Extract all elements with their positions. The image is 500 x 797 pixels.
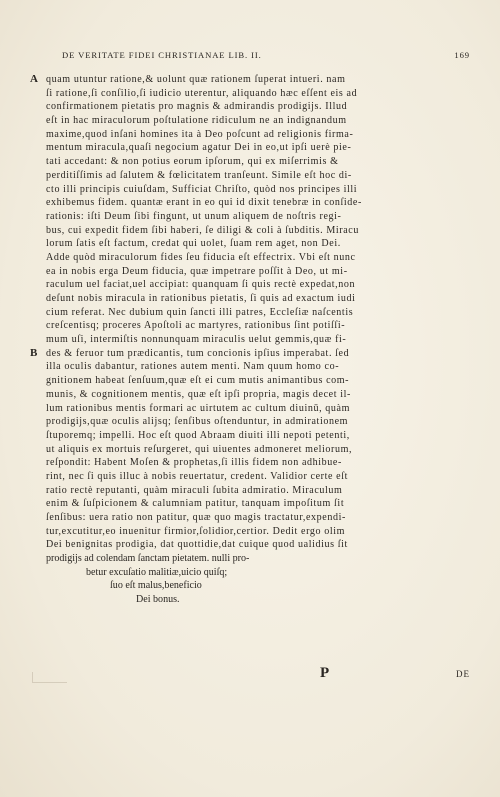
text-line-2: ſi ratione,ſi conſilio,ſi iudicio uterentur, aliquando hæc eſſent eis ad [46, 87, 358, 99]
text-line [46, 100, 470, 114]
text-line-35: Dei benignitas prodigia, dat quottidie,dat cuique quod ualidius ſit [46, 539, 348, 551]
text-line-32: enim & ſuſpicionem & calumniam patitur, tanquam impoſitum ſit [46, 498, 345, 510]
text-line [46, 388, 470, 402]
text-line [46, 128, 470, 142]
text-line-21: des & feruor tum prædicantis, tum concionis ipſius imperabat. ſed [46, 347, 350, 359]
text-line [30, 73, 470, 87]
text-line-11: rationis: iſti Deum ſibi fingunt, ut unum aliquem de noſtris regi- [46, 210, 342, 222]
text-line-5: maxime,quod inſani homines ita à Deo poſcunt ad religionis firma- [46, 128, 354, 140]
text-line-27: ſtuporemq; impelli. Hoc eſt quod Abraam diuiti illi nepoti petenti, [46, 429, 350, 441]
text-line [46, 497, 470, 511]
text-line-20: mum uſi, intermiſtis nonnunquam miraculis uelut gemmis,quæ fi- [46, 334, 347, 346]
text-line-39: Dei bonus. [136, 594, 180, 606]
text-line-36: prodigijs ad colendam ſanctam pietatem. nulli pro- [46, 553, 250, 565]
text-line-3: confirmationem pietatis pro magnis & admirandis prodigijs. Illud [46, 101, 348, 113]
text-line [46, 210, 470, 224]
text-line [46, 360, 470, 374]
text-line-12: bus, cui expedit fidem ſibi haberi, ſe diligi & coli à ſubditis. Miracu [46, 224, 359, 236]
folio-number: 169 [454, 50, 470, 60]
text-line [46, 319, 470, 333]
text-line [46, 566, 470, 580]
text-line [46, 196, 470, 210]
text-line-33: ſenſibus: uera ratio non patitur, quæ quo magis tractatur,expendi- [46, 512, 346, 523]
text-line [46, 374, 470, 388]
text-line [46, 484, 470, 498]
running-header [62, 50, 470, 60]
text-line [46, 525, 470, 539]
text-line [46, 443, 470, 457]
text-line [46, 251, 470, 265]
text-line-17: deſunt nobis miracula in rationibus pietatis, ſi quis ad exactum iudi [46, 293, 356, 304]
text-line-1: quam utuntur ratione,& uolunt quæ rationem ſuperat intueri. nam [46, 74, 346, 85]
text-line [46, 183, 470, 197]
text-line-16: raculum uel faciat,uel accipiat: quanquam ſi quis rectè expedat,non [46, 279, 356, 291]
text-line-30: rint, nec ſi quis illuc à nobis reuertatur, credent. Validior certe eſt [46, 470, 349, 482]
text-line-38: ſuo eſt malus,beneficio [110, 580, 202, 592]
text-line-29: reſpondit: Habent Moſen & prophetas,ſi illis fidem non adhibue- [46, 457, 342, 469]
text-line-19: creſcentisq; proceres Apoſtoli ac martyres, rationibus ſint potiſſi- [46, 320, 346, 332]
text-line-4: eſt in hac miraculorum poſtulatione ridiculum ne an indignandum [46, 115, 347, 127]
text-line [46, 593, 470, 607]
catchword: DE [456, 669, 470, 679]
corner-rule [32, 672, 67, 683]
text-line-24: munis, & cognitionem mentis, quæ eſt ipſi propria, magis decet il- [46, 388, 351, 400]
text-line-18: cium referat. Nec dubium quin ſancti illi patres, Eccleſiæ naſcentis [46, 306, 354, 318]
margin-letter-a: A [30, 73, 38, 85]
text-line-37: betur excuſatio malitiæ,uicio quiſq; [86, 566, 228, 578]
text-line [46, 511, 470, 525]
text-line-28: ut aliquis ex mortuis reſurgeret, qui uiuentes admoneret meliorum, [46, 443, 353, 455]
text-line [46, 306, 470, 320]
text-line-10: exhibemus fidem. quantæ erant in eo qui id dixit tenebræ in conſide- [46, 197, 362, 209]
text-line-23: gnitionem habeat ſenſuum,quæ eſt ei cum mutis animantibus com- [46, 375, 350, 387]
text-line [46, 402, 470, 416]
text-line [46, 579, 470, 593]
text-line [46, 456, 470, 470]
text-line [46, 237, 470, 251]
text-line [46, 265, 470, 279]
text-line-8: perditiſſimis ad ſalutem & fœlicitatem tranſeunt. Simile eſt hoc di- [46, 169, 352, 181]
text-line-31: ratio rectè reputanti, quàm miraculi ſubita admiratio. Miraculum [46, 484, 343, 496]
text-line [46, 114, 470, 128]
text-line-22: illa oculis dabantur, rationes autem menti. Nam quum homo co- [46, 361, 340, 373]
text-line [46, 155, 470, 169]
text-line-6: mentum miracula,quaſi negocium agatur Dei in eo,ut ipſi uerè pie- [46, 142, 352, 154]
margin-letter-b: B [30, 346, 38, 359]
text-line [46, 470, 470, 484]
text-line [46, 87, 470, 101]
text-line-34: tur,excutitur,eo inuenitur firmior,ſolidior,certior. Dedit ergo olim [46, 525, 346, 537]
text-line-9: cto illi principis cuiuſdam, Sufficiat Chriſto, quòd nos principes illi [46, 183, 358, 195]
text-line [46, 429, 470, 443]
body-text [30, 73, 470, 607]
text-line-26: prodigijs,quæ oculis alijsq; ſenſibus oſtenduntur, in admirationem [46, 416, 349, 428]
text-line-7: tati accedant: & non potius eorum ipſorum, qui ex miſerrimis & [46, 156, 339, 168]
catchword-row [320, 665, 470, 682]
running-title: DE VERITATE FIDEI CHRISTIANAE LIB. II. [62, 50, 262, 60]
signature-mark: P [320, 665, 330, 681]
text-line [46, 278, 470, 292]
text-line [46, 169, 470, 183]
text-line-25: lum rationibus mentis formari ac uirtutem ac cultum diuinū, quàm [46, 402, 351, 414]
text-line-13: lorum ſatis eſt factum, credat qui uolet, ſuam rem aget, non Dei. [46, 238, 341, 250]
text-line [46, 415, 470, 429]
text-line [46, 141, 470, 155]
text-line [30, 346, 470, 361]
text-line-14: Adde quòd miraculorum fides ſeu fiducia eſt effectrix. Vbi eſt nunc [46, 251, 356, 263]
text-line [46, 333, 470, 347]
text-line-15: ea in nobis erga Deum fiducia, quæ impetrare poſſit à Deo, ut mi- [46, 265, 348, 277]
text-line [46, 292, 470, 306]
text-line [46, 538, 470, 552]
text-line [46, 552, 470, 566]
text-line [46, 224, 470, 238]
